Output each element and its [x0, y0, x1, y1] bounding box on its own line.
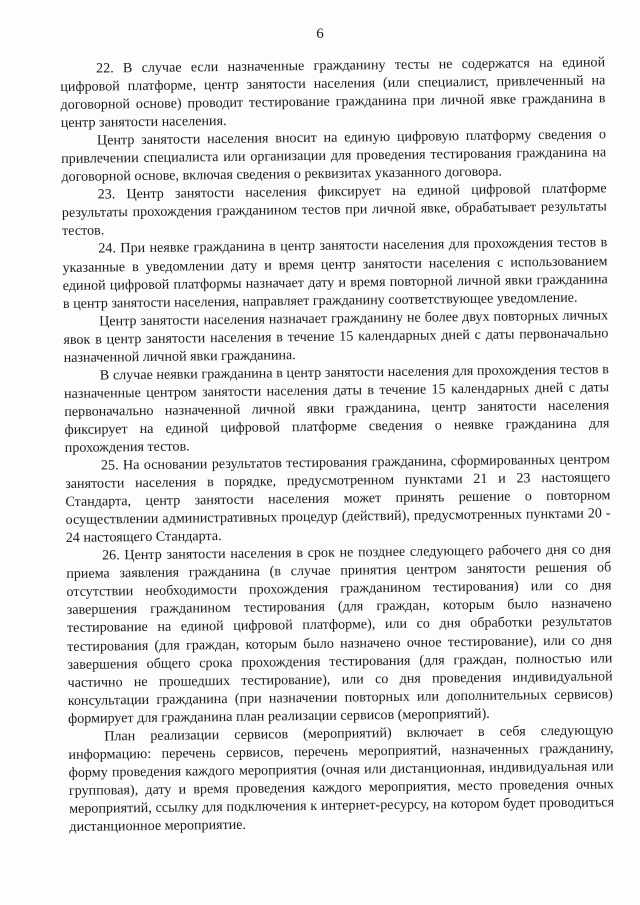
- paragraph-24-no-show: В случае неявки гражданина в центр занятости населения для прохождения тестов в назначенные центром занятости населения даты в течение 15 календарных дней с даты первоначально назначенной личной явки гражданина, центр занятости населения фиксирует на единой цифровой платформе сведения о неявке гражданина для прохождения тестов.: [63, 361, 610, 456]
- paragraph-22-specialist-info: Центр занятости населения вносит на единую цифровую платформу сведения о привлечении специалиста или организации для проведения тестирования гражданина на договорной основе, включая сведения о реквизитах указанного договора.: [61, 126, 607, 186]
- paragraph-26: 26. Центр занятости населения в срок не позднее следующего рабочего дня со дня приема заявления гражданина (в случае принятия центром занятости решения об отсутствии необходимости прохождения гражданином тестирования) или со дня завершения гражданином тестирования (для граждан, которым было назначено тестирование на единой цифровой платформе), или со дня обработки результатов тестирования (для граждан, которым было назначено очное тестирование), или со дня завершения общего срока прохождения тестирования (для граждан, полностью или частично не прошедших тестирование), или со дня проведения индивидуальной консультации гражданина (при назначении повторных или дополнительных сервисов) формирует для гражданина план реализации сервисов (мероприятий).: [66, 541, 613, 727]
- paragraph-24: 24. При неявке гражданина в центр занятости населения для прохождения тестов в указанные в уведомлении дату и время центр занятости населения с использованием единой цифровой платформы назначает дату и время повторной личной явки гражданина в центр занятости населения, направляет гражданину соответствующее уведомление.: [62, 234, 608, 312]
- paragraph-23: 23. Центр занятости населения фиксирует на единой цифровой платформе результаты прохождения гражданином тестов при личной явке, обрабатывает результаты тестов.: [61, 180, 607, 240]
- paragraph-25: 25. На основании результатов тестирования гражданина, сформированных центром занятости населения в порядке, предусмотренном пунктами 21 и 23 настоящего Стандарта, центр занятости населения может принять решение о повторном осуществлении административных процедур (действий), предусмотренных пунктами 20 - 24 настоящего Стандарта.: [65, 451, 611, 547]
- paragraph-24-repeat-visits: Центр занятости населения назначает гражданину не более двух повторных личных явок в центр занятости населения в течение 15 календарных дней с даты первоначально назначенной личной явки гражданина.: [63, 306, 609, 366]
- paragraph-26-plan-contents: План реализации сервисов (мероприятий) включает в себя следующую информацию: перечень сервисов, перечень мероприятий, назначенных гражданину, форму проведения каждого мероприятия (очная или дистанционная, индивидуальная или групповая), дату и время проведения каждого мероприятия, место проведения очных мероприятий, ссылку для подключения к интернет-ресурсу, на котором будет проводиться дистанционное мероприятие.: [68, 722, 615, 835]
- page-number: 6: [316, 26, 324, 42]
- document-body: [60, 53, 614, 836]
- paragraph-22: 22. В случае если назначенные гражданину тесты не содержатся на единой цифровой платформе, центр занятости населения (или специалист, привлеченный на договорной основе) проводит тестирование гражданина при личной явке гражданина в центр занятости населения.: [60, 54, 606, 132]
